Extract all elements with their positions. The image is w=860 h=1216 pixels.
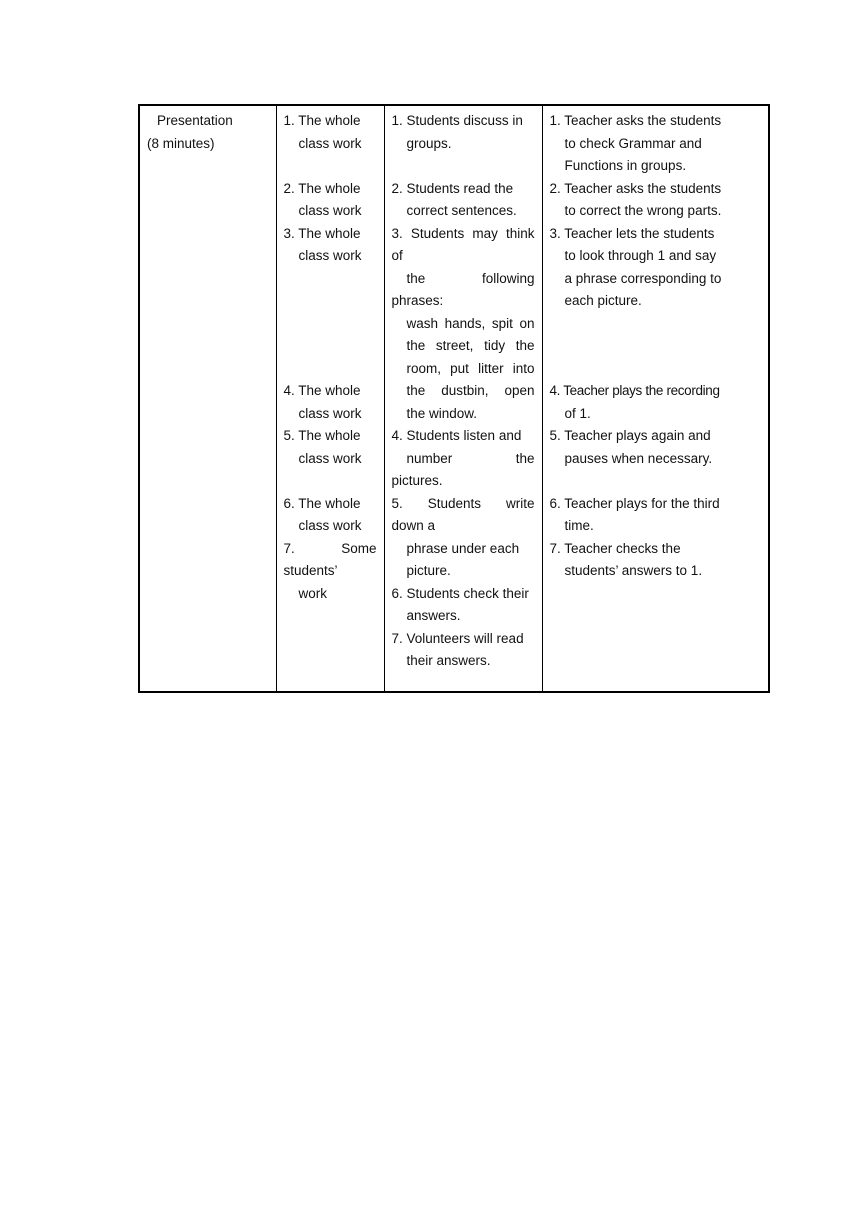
teacher-activity-2: 2. Teacher asks the students to correct the wrong parts. — [549, 180, 722, 218]
teacher-activity-5: 5. Teacher plays again and pauses when necessary. — [549, 428, 713, 466]
lesson-plan-table — [138, 104, 770, 693]
stage-cell — [139, 105, 276, 692]
stage-name: Presentation — [157, 113, 233, 128]
student-activity-2: 2. Students read the correct sentences. — [391, 180, 517, 218]
student-activity-3: 3. Students may think of the following phrases: wash hands, spit on the street, tidy the room, put litter into the dustbin, open the window. — [391, 225, 535, 421]
teacher-activity-1: 1. Teacher asks the students to check Grammar and Functions in groups. — [549, 113, 722, 173]
student-activities-cell — [384, 105, 542, 692]
organization-cell — [276, 105, 384, 692]
org-item-5: 5. The whole class work — [283, 428, 362, 466]
org-item-3: 3. The whole class work — [283, 225, 362, 263]
teacher-activity-7: 7. Teacher checks the students’ answers to 1. — [549, 540, 703, 578]
teacher-activity-3: 3. Teacher lets the students to look through 1 and say a phrase corresponding to each picture. — [549, 225, 722, 308]
org-item-6: 6. The whole class work — [283, 495, 362, 533]
student-activity-6: 6. Students check their answers. — [391, 585, 529, 623]
teacher-activities-cell — [542, 105, 769, 692]
org-item-2: 2. The whole class work — [283, 180, 362, 218]
student-activity-4: 4. Students listen and number the pictures. — [391, 428, 535, 488]
student-activity-5: 5. Students write down a phrase under each picture. — [391, 495, 535, 578]
student-activity-1: 1. Students discuss in groups. — [391, 113, 523, 151]
org-item-4: 4. The whole class work — [283, 383, 362, 421]
teacher-activity-4: 4. Teacher plays the recording of 1. — [549, 383, 720, 421]
org-item-1: 1. The whole class work — [283, 113, 362, 151]
org-item-7: 7. Some students’ work — [283, 540, 377, 601]
teacher-activity-6: 6. Teacher plays for the third time. — [549, 495, 720, 533]
table-row — [139, 105, 769, 692]
student-activity-7: 7. Volunteers will read their answers. — [391, 630, 524, 668]
stage-duration: (8 minutes) — [147, 135, 215, 151]
